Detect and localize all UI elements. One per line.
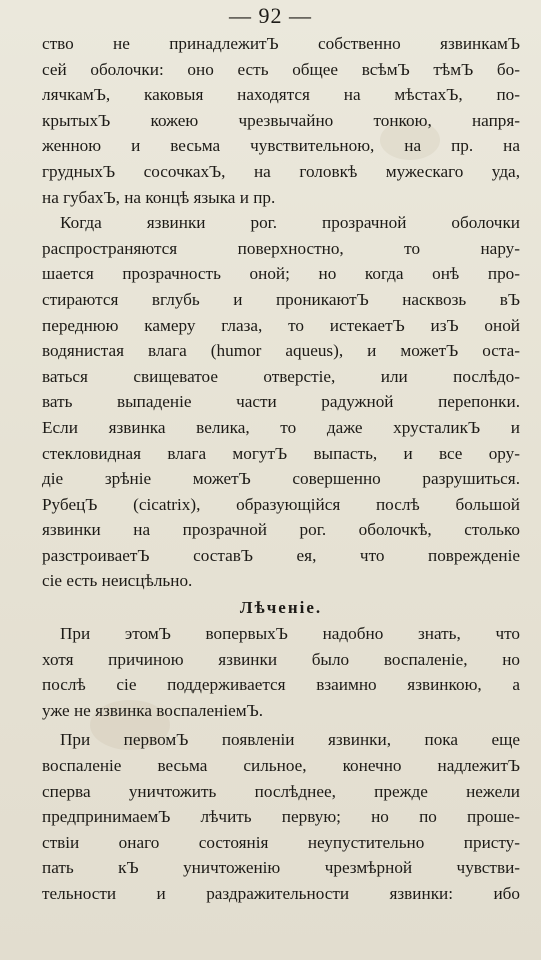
text-line: пать кЪ уничтоженію чрезмѣрной чувстви- [42, 858, 520, 878]
text-line: распространяются поверхностно, то нару- [42, 238, 520, 258]
text-line: діе зрѣніе можетЪ совершенно разрушиться. [42, 469, 520, 489]
text-line: женною и весьма чувствительною, на пр. на [42, 136, 520, 156]
paragraph [42, 31, 520, 210]
text-line: сіе есть неисцѣльно. [42, 571, 193, 591]
text-line: разстроиваетЪ составЪ ея, что поврежденіе [42, 545, 520, 565]
text-line: сперва уничтожить послѣднее, прежде нежели [42, 781, 520, 801]
text-line: уже не язвинка воспаленіемЪ. [42, 700, 264, 720]
text-line: язвинки на прозрачной рог. оболочкѣ, столько [42, 520, 520, 540]
text-line: Когда язвинки рог. прозрачной оболочки [60, 213, 520, 233]
text-line: ство не принадлежитЪ собственно язвинкамЪ [42, 34, 520, 53]
text-line: водянистая влага (humor aqueus), и можетЪ оста- [42, 341, 520, 361]
text-line: предпринимаемЪ лѣчить первую; но по проше- [42, 807, 520, 827]
text-line: переднюю камеру глаза, то истекаетЪ изЪ оной [42, 315, 520, 335]
text-line: стираются вглубь и проникаютЪ насквозь вЪ [42, 289, 520, 309]
text-line: РубецЪ (cicatrix), образующійся послѣ большой [42, 494, 520, 514]
text-line: хотя причиною язвинки было воспаленіе, но [42, 649, 520, 669]
text-line: При этомЪ вопервыхЪ надобно знать, что [60, 624, 520, 644]
text-line: шается прозрачность оной; но когда онѣ про- [42, 264, 520, 284]
text-line: воспаленіе весьма сильное, конечно надлежитЪ [42, 756, 520, 776]
text-line: лячкамЪ, каковыя находятся на мѣстахЪ, по- [42, 85, 520, 105]
text-line: ствіи онаго состоянія неупустительно присту- [42, 832, 520, 852]
text-line: стекловидная влага могутЪ выпасть, и все ору- [42, 443, 520, 463]
text-line: вать выпаденіе части радужной перепонки. [42, 392, 520, 412]
body-text [42, 31, 520, 907]
section-heading: Лѣченіе. [239, 598, 323, 618]
text-line: грудныхЪ сосочкахЪ, на головкѣ мужескаго уда, [42, 161, 520, 181]
text-line: послѣ сіе поддерживается взаимно язвинкою, а [42, 675, 520, 695]
text-line: на губахЪ, на концѣ языка и пр. [42, 187, 276, 207]
page-number: — 92 — [229, 3, 312, 28]
text-line: Если язвинка велика, то даже хрусталикЪ и [42, 417, 520, 437]
paragraph [42, 727, 520, 906]
paragraph [42, 210, 520, 594]
text-line: сей оболочки: оно есть общее всѣмЪ тѣмЪ бо- [42, 59, 520, 79]
text-line: тельности и раздражительности язвинки: ибо [42, 884, 520, 903]
paragraph [42, 621, 520, 723]
text-line: ваться свищеватое отверстіе, или послѣдо- [42, 366, 520, 386]
text-line: При первомЪ появленіи язвинки, пока еще [60, 730, 520, 750]
text-line: крытыхЪ кожею чрезвычайно тонкою, напря- [42, 110, 520, 130]
